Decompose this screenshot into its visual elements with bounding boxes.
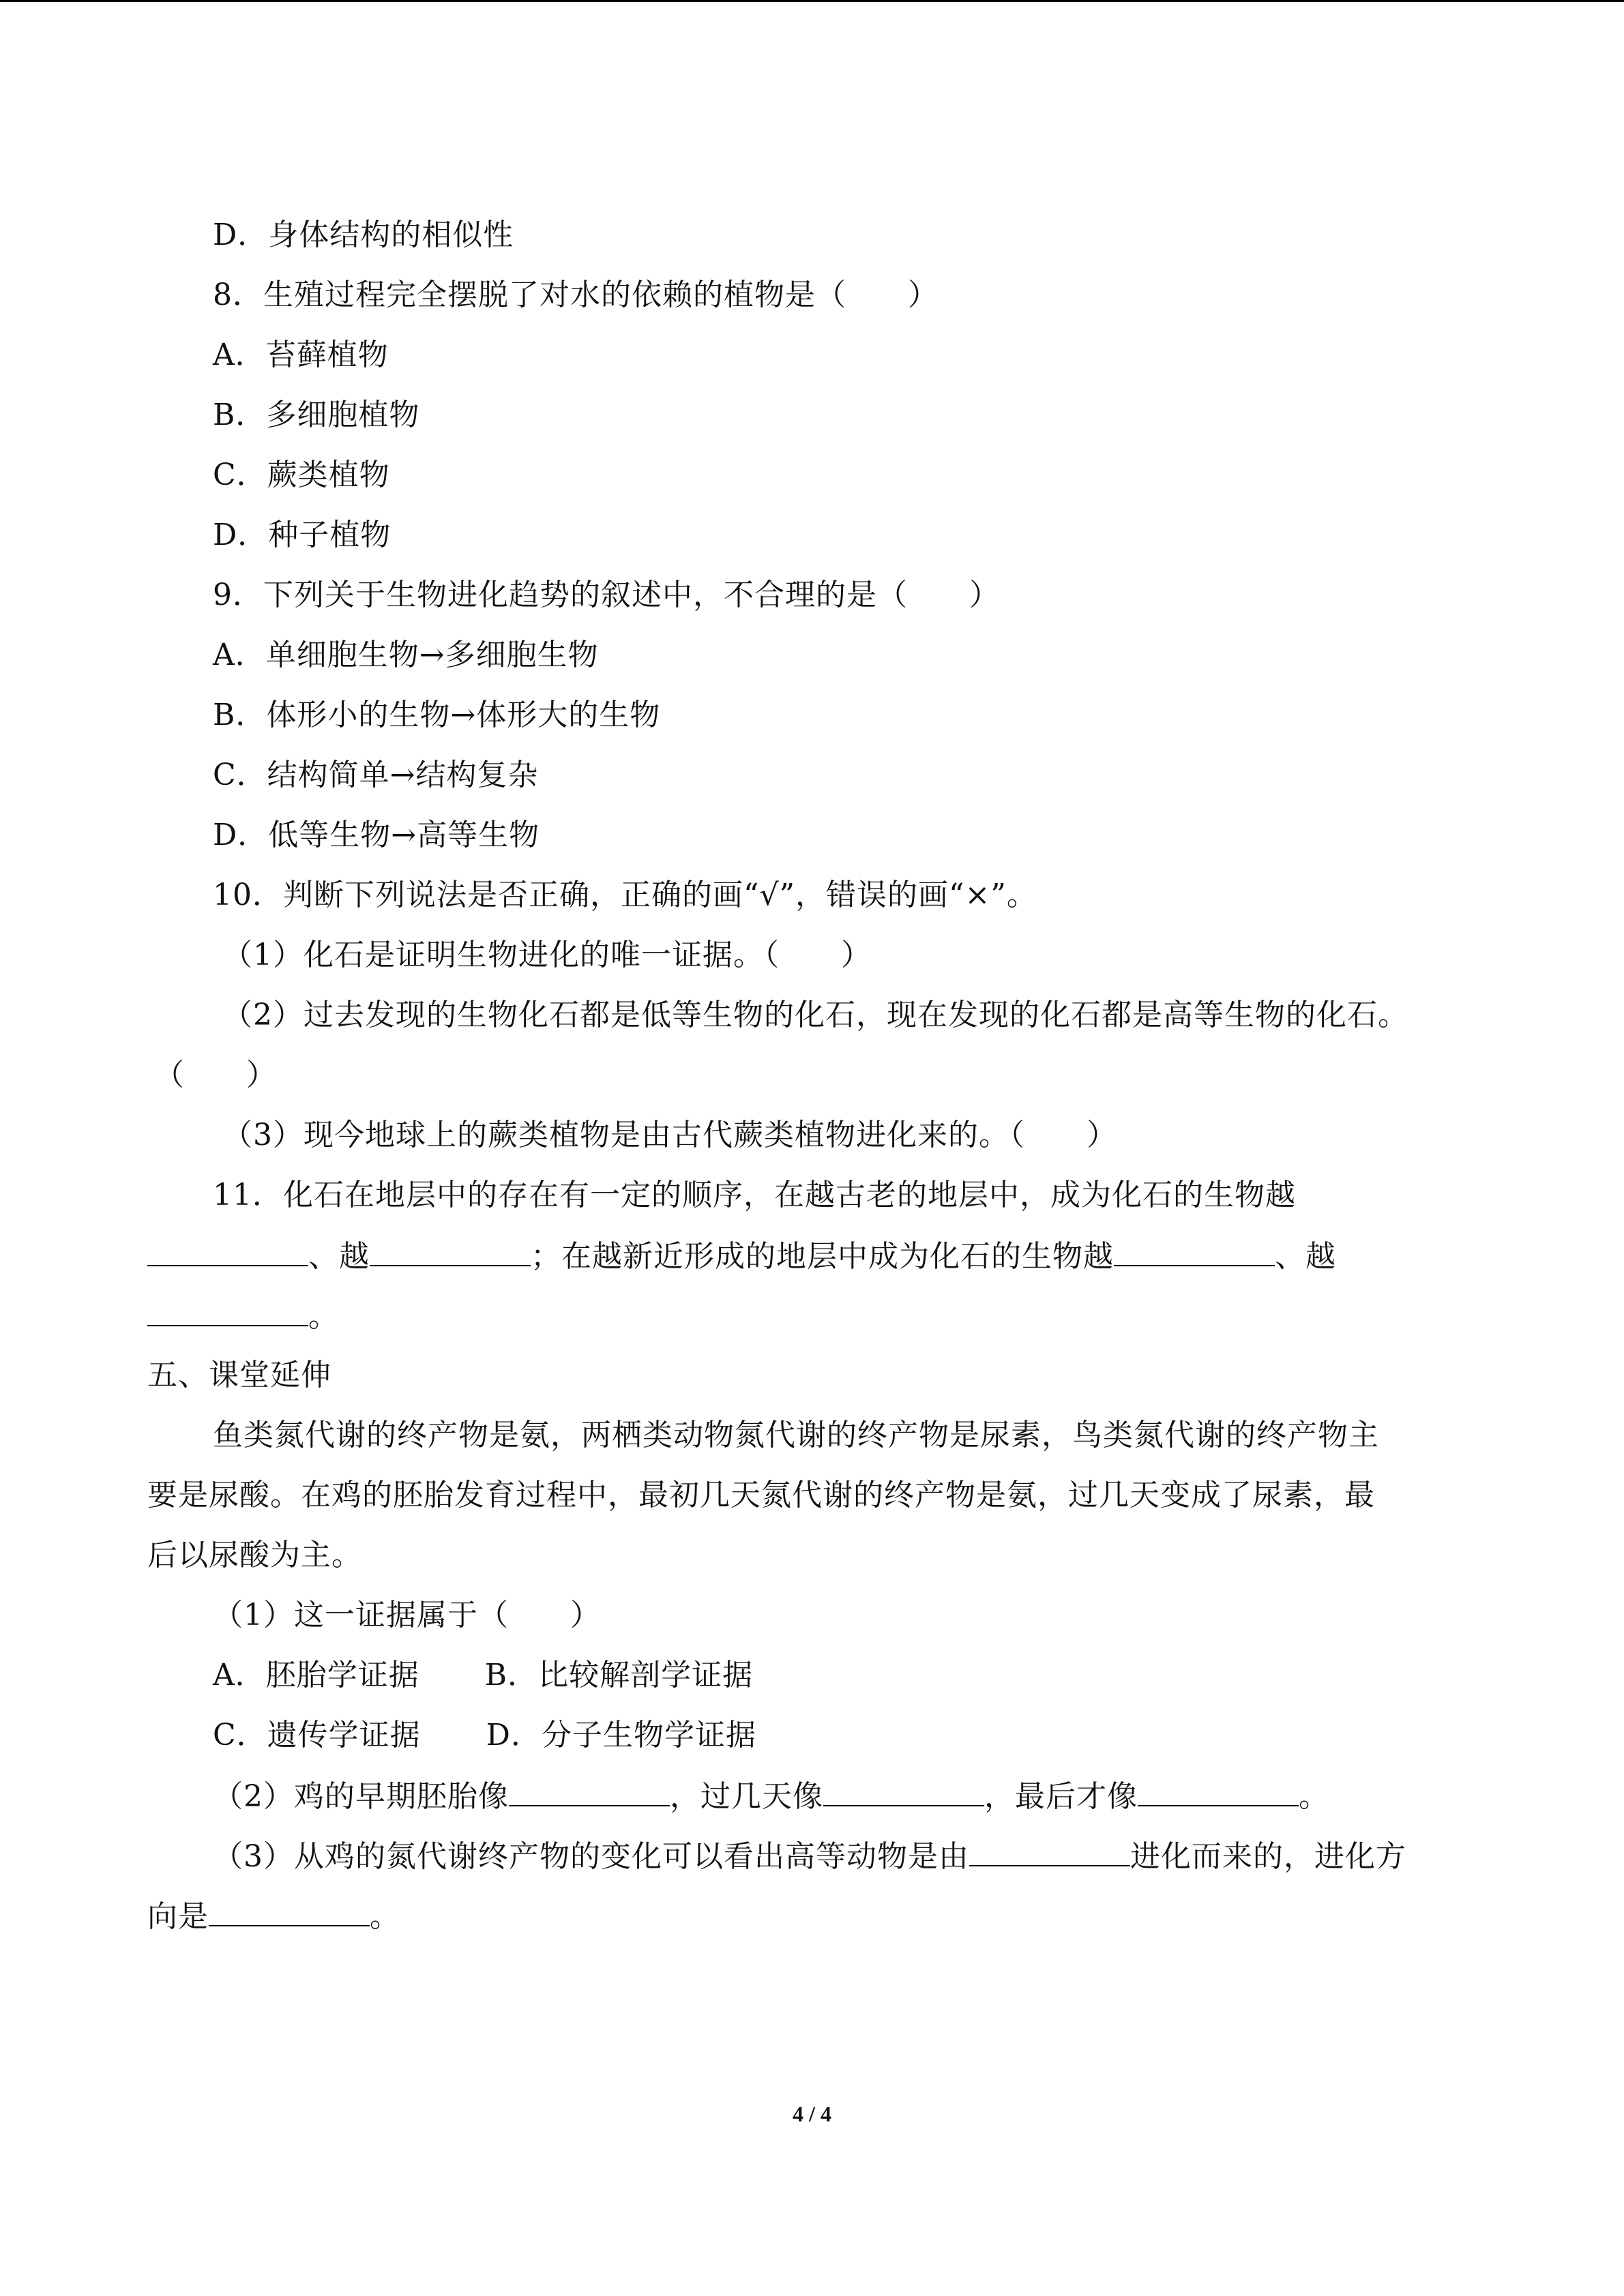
passage-line-2: 要是尿酸。在鸡的胚胎发育过程中，最初几天氮代谢的终产物是氨，过几天变成了尿素，最 (147, 1478, 1375, 1512)
ext-q3: （3）从鸡的氮代谢终产物的变化可以看出高等动物是由 进化而来的，进化方 (213, 1835, 1406, 1877)
ext-q1-options-cd (213, 1715, 756, 1756)
answer-blank[interactable] (370, 1235, 531, 1266)
q8-option-c: C．蕨类植物 (213, 458, 390, 492)
q7-option-d: D．身体结构的相似性 (213, 218, 514, 252)
answer-blank[interactable] (147, 1295, 308, 1326)
q10-statement-3: （3）现今地球上的蕨类植物是由古代蕨类植物进化来的。（ ） (222, 1118, 1117, 1152)
q10-statement-2: （2）过去发现的生物化石都是低等生物的化石，现在发现的化石都是高等生物的化石。 (222, 998, 1408, 1032)
q9-option-d: D．低等生物→高等生物 (213, 818, 540, 852)
ext-option-c: C．遗传学证据 (213, 1718, 421, 1753)
q10-stem: 10．判断下列说法是否正确，正确的画“√”，错误的画“×”。 (213, 878, 1037, 912)
answer-blank[interactable] (209, 1895, 370, 1926)
ext-option-d: D．分子生物学证据 (486, 1718, 756, 1753)
ext-q1-options-ab (213, 1655, 753, 1696)
q9-stem: 9．下列关于生物进化趋势的叙述中，不合理的是（ ） (213, 578, 1000, 612)
ext-option-b: B．比较解剖学证据 (484, 1658, 754, 1693)
q9-option-c: C．结构简单→结构复杂 (213, 758, 539, 792)
q9-option-a: A．单细胞生物→多细胞生物 (213, 638, 599, 672)
answer-blank[interactable] (1138, 1775, 1299, 1806)
ext-q1-stem: （1）这一证据属于（ ） (213, 1598, 601, 1632)
answer-blank[interactable] (509, 1775, 670, 1806)
ext-q3-cont: 向是 。 (147, 1895, 400, 1937)
q11-stem: 11．化石在地层中的存在有一定的顺序，在越古老的地层中，成为化石的生物越 (213, 1178, 1296, 1212)
q8-option-a: A．苔藓植物 (213, 338, 389, 372)
q10-statement-2-bracket: （ ） (154, 1058, 277, 1092)
ext-option-a: A．胚胎学证据 (213, 1658, 419, 1693)
answer-blank[interactable] (969, 1835, 1130, 1866)
q10-statement-1: （1）化石是证明生物进化的唯一证据。（ ） (222, 938, 872, 972)
q11-last-blank-line: 。 (147, 1295, 339, 1337)
passage-line-1: 鱼类氮代谢的终产物是氨，两栖类动物氮代谢的终产物是尿素，鸟类氮代谢的终产物主 (213, 1418, 1379, 1452)
q11-blanks-line: 、越 ；在越新近形成的地层中成为化石的生物越 、越 (147, 1235, 1336, 1277)
ext-q2: （2）鸡的早期胚胎像 ，过几天像 ，最后才像 。 (213, 1775, 1329, 1817)
q8-option-b: B．多细胞植物 (213, 398, 420, 432)
q9-option-b: B．体形小的生物→体形大的生物 (213, 698, 661, 732)
passage-line-3: 后以尿酸为主。 (147, 1538, 362, 1572)
answer-blank[interactable] (147, 1235, 308, 1266)
section-title: 五、课堂延伸 (147, 1358, 331, 1392)
top-border (0, 0, 1624, 2)
q8-stem: 8．生殖过程完全摆脱了对水的依赖的植物是（ ） (213, 278, 939, 312)
q8-option-d: D．种子植物 (213, 518, 392, 552)
page-number: 4 / 4 (793, 2102, 831, 2126)
answer-blank[interactable] (823, 1775, 984, 1806)
answer-blank[interactable] (1114, 1235, 1275, 1266)
